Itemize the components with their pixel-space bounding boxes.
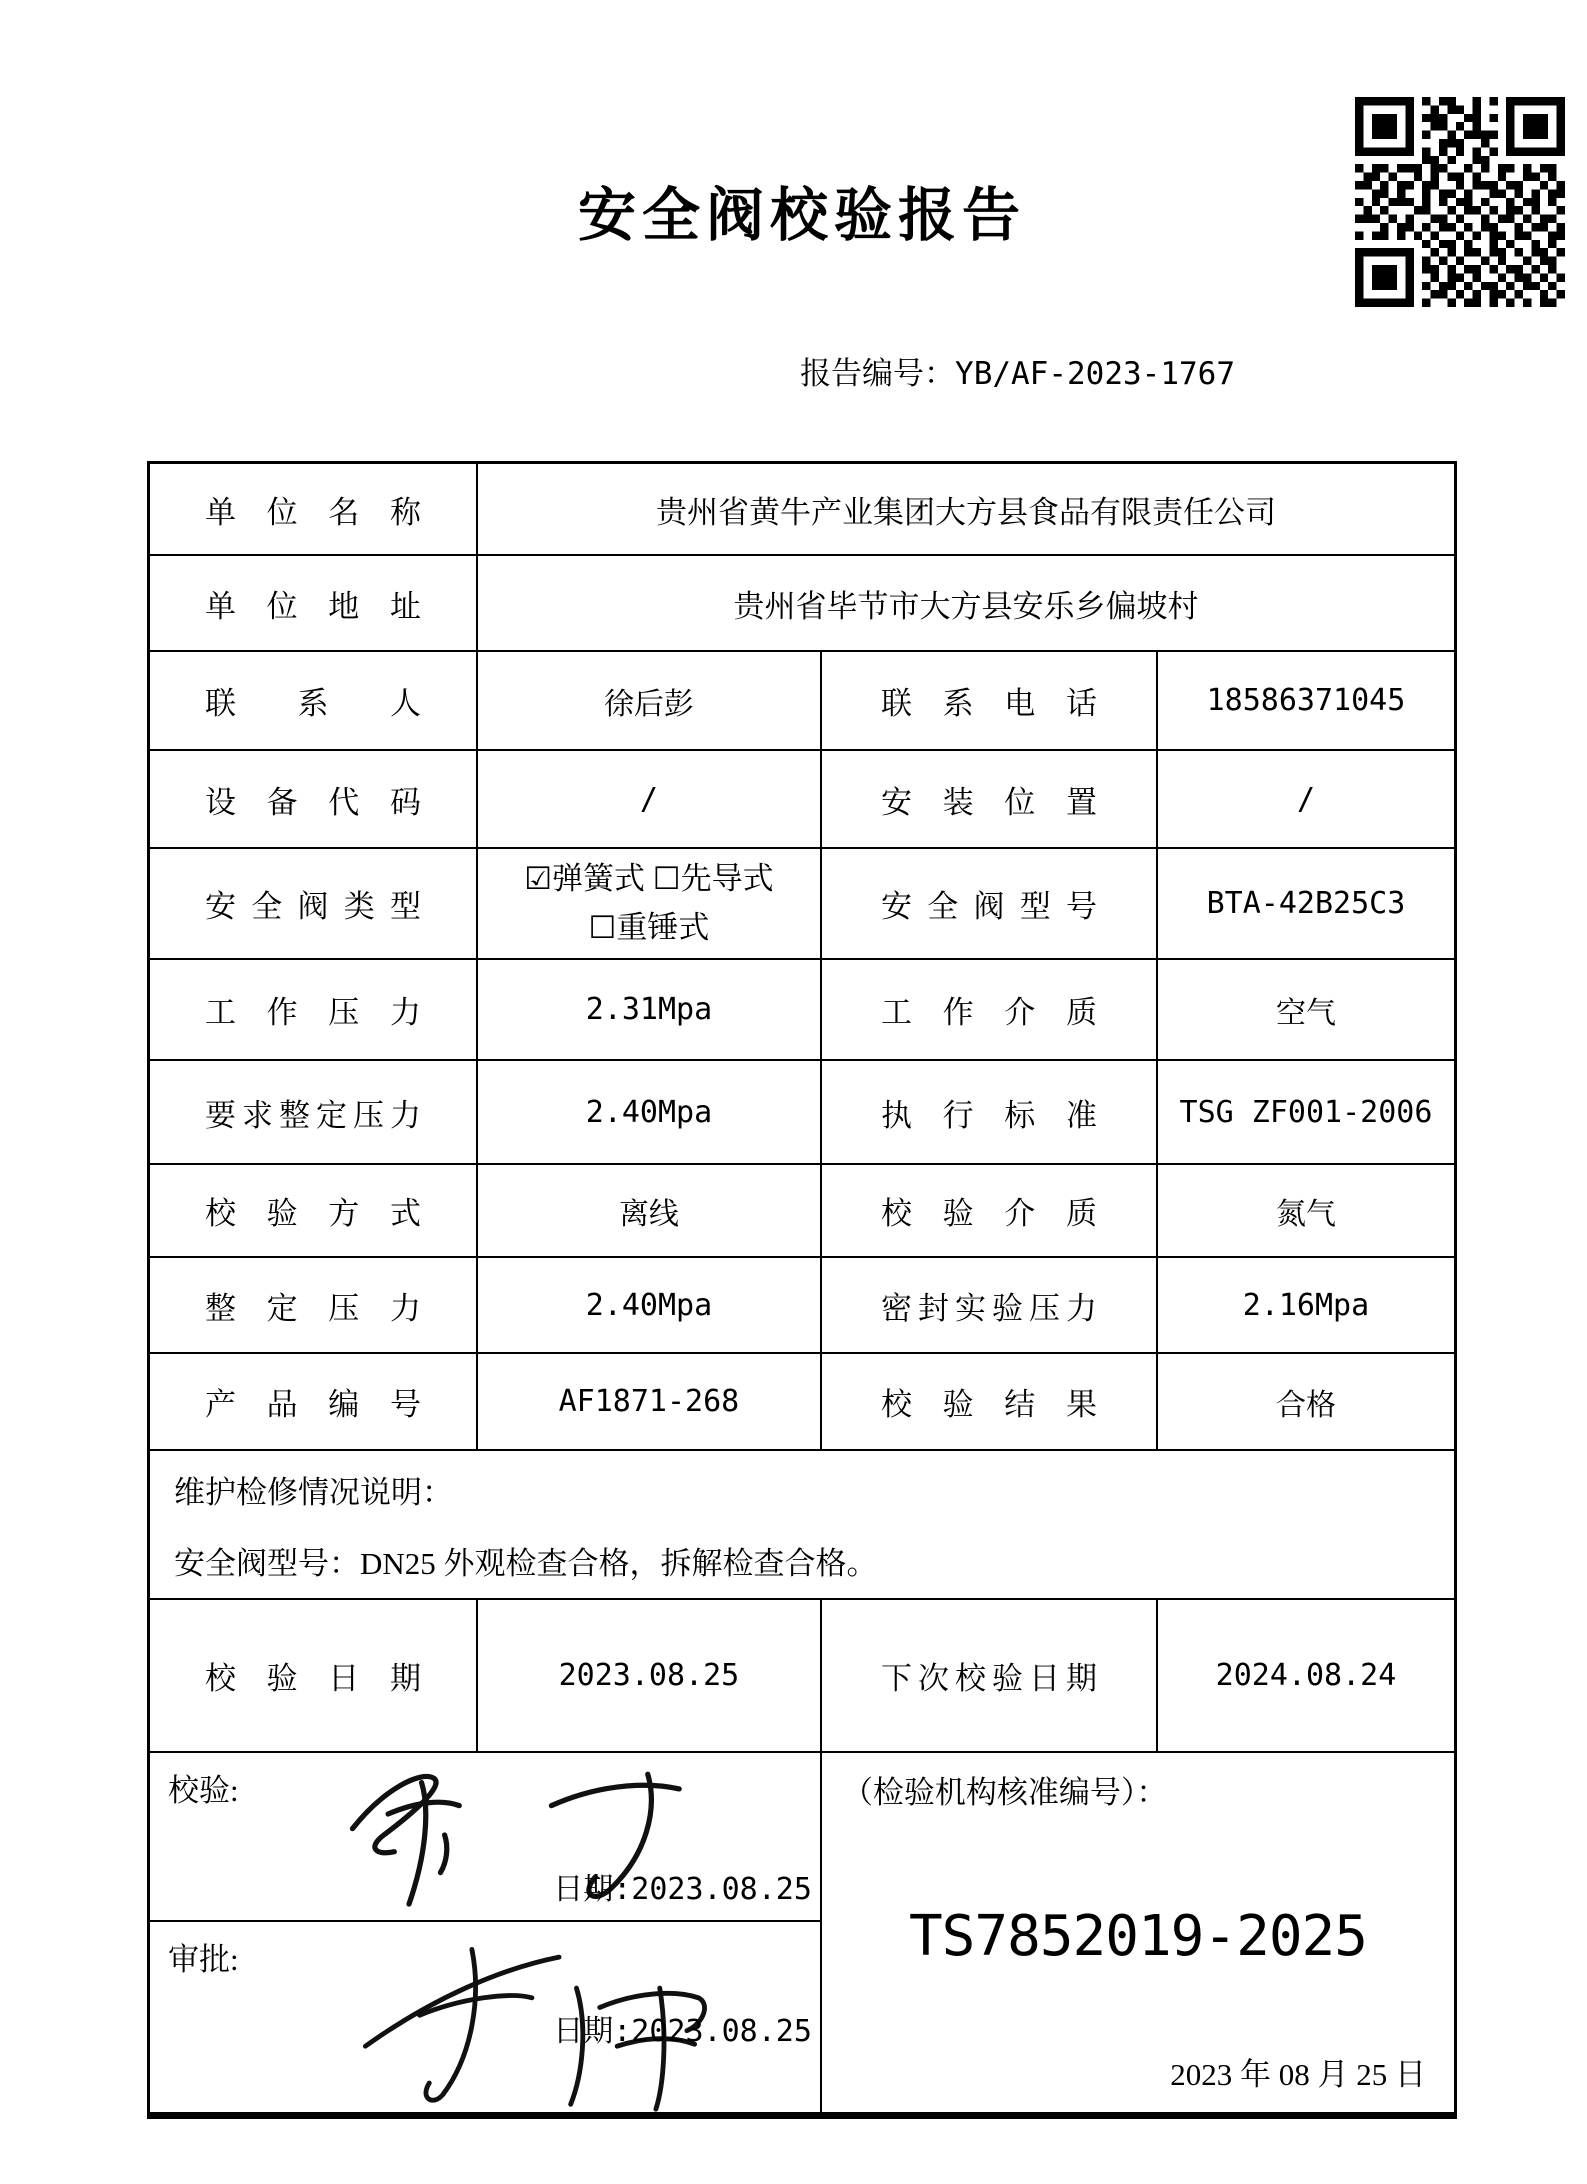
org-code-value: TS7852019-2025 xyxy=(908,1904,1367,1969)
approver-cell xyxy=(150,1922,820,2112)
row-calibration-date xyxy=(150,1600,1454,1753)
contact-phone-value: 18586371045 xyxy=(1206,683,1406,718)
signature-column xyxy=(150,1753,822,2112)
working-pressure-label: 工作压力 xyxy=(150,960,478,1059)
unit-address-label: 单位地址 xyxy=(150,556,478,650)
verifier-cell xyxy=(150,1753,820,1922)
standard-value: TSG ZF001-2006 xyxy=(1179,1094,1433,1130)
device-code-value: / xyxy=(478,751,822,847)
calibration-medium-value: 氮气 xyxy=(1275,1196,1336,1232)
set-pressure-label: 整定压力 xyxy=(150,1258,478,1352)
row-set-pressure xyxy=(150,1258,1454,1354)
contact-phone-label: 联系电话 xyxy=(822,652,1158,749)
row-maintenance xyxy=(150,1451,1454,1600)
calibration-result-value: 合格 xyxy=(1275,1387,1336,1423)
row-calibration-method xyxy=(150,1165,1454,1258)
qr-code xyxy=(1355,97,1565,307)
standard-label: 执行标准 xyxy=(822,1061,1158,1163)
row-valve-type xyxy=(150,849,1454,960)
report-number-value: YB/AF-2023-1767 xyxy=(955,356,1235,392)
valve-type-checkboxes xyxy=(478,849,822,958)
required-set-pressure-value: 2.40Mpa xyxy=(478,1061,822,1163)
contact-person-label: 联系人 xyxy=(150,652,478,749)
page-title: 安全阀校验报告 xyxy=(577,183,1026,248)
maintenance-section xyxy=(150,1451,1454,1598)
calibration-result-label: 校验结果 xyxy=(822,1354,1158,1449)
valve-type-label: 安全阀类型 xyxy=(150,849,478,958)
org-code-label: （检验机构核准编号）： xyxy=(841,1775,1168,1810)
verify-date: 日期:2023.08.25 xyxy=(553,1872,812,1907)
report-number-label: 报告编号： xyxy=(800,356,956,391)
valve-model-value: BTA-42B25C3 xyxy=(1206,886,1406,921)
next-calibration-date-value: 2024.08.24 xyxy=(1215,1658,1397,1693)
product-number-label: 产品编号 xyxy=(150,1354,478,1449)
valve-model-label: 安全阀型号 xyxy=(822,849,1158,958)
row-product-number xyxy=(150,1354,1454,1451)
row-working-pressure xyxy=(150,960,1454,1061)
unit-name-value: 贵州省黄牛产业集团大方县食品有限责任公司 xyxy=(655,494,1276,530)
row-device xyxy=(150,751,1454,849)
calibration-method-value: 离线 xyxy=(478,1165,822,1256)
working-pressure-value: 2.31Mpa xyxy=(478,960,822,1059)
report-number xyxy=(147,348,1457,393)
valve-type-options-line1: ☑弹簧式 ☐先导式 xyxy=(524,861,774,897)
header xyxy=(147,168,1457,252)
contact-person-value: 徐后彭 xyxy=(478,652,822,749)
approve-date: 日期:2023.08.25 xyxy=(553,2014,812,2049)
verifier-label: 校验: xyxy=(168,1773,239,1808)
issue-date: 2023 年 08 月 25 日 xyxy=(1170,2057,1426,2092)
unit-address-value: 贵州省毕节市大方县安乐乡偏坡村 xyxy=(733,588,1199,624)
calibration-date-label: 校验日期 xyxy=(150,1600,478,1751)
report-table xyxy=(147,461,1457,2119)
install-location-value: / xyxy=(1296,781,1315,817)
product-number-value: AF1871-268 xyxy=(478,1354,822,1449)
calibration-medium-label: 校验介质 xyxy=(822,1165,1158,1256)
install-location-label: 安装位置 xyxy=(822,751,1158,847)
row-contact xyxy=(150,652,1454,751)
set-pressure-value: 2.40Mpa xyxy=(478,1258,822,1352)
seal-test-pressure-label: 密封实验压力 xyxy=(822,1258,1158,1352)
row-unit-address xyxy=(150,556,1454,652)
valve-type-options-line2: ☐重锤式 xyxy=(588,909,710,945)
unit-name-label: 单位名称 xyxy=(150,464,478,554)
seal-test-pressure-value: 2.16Mpa xyxy=(1242,1287,1370,1323)
required-set-pressure-label: 要求整定压力 xyxy=(150,1061,478,1163)
row-signoff xyxy=(150,1753,1454,2112)
calibration-method-label: 校验方式 xyxy=(150,1165,478,1256)
approval-cell xyxy=(822,1753,1454,2112)
device-code-label: 设备代码 xyxy=(150,751,478,847)
working-medium-label: 工作介质 xyxy=(822,960,1158,1059)
next-calibration-date-label: 下次校验日期 xyxy=(822,1600,1158,1751)
row-required-set-pressure xyxy=(150,1061,1454,1165)
working-medium-value: 空气 xyxy=(1275,995,1336,1031)
row-unit-name xyxy=(150,464,1454,556)
calibration-date-value: 2023.08.25 xyxy=(478,1600,822,1751)
maintenance-note: 安全阀型号：DN25 外观检查合格，拆解检查合格。 xyxy=(174,1546,878,1581)
qr-code-svg xyxy=(1355,97,1565,307)
approver-label: 审批: xyxy=(168,1942,239,1977)
maintenance-heading: 维护检修情况说明： xyxy=(174,1475,453,1510)
